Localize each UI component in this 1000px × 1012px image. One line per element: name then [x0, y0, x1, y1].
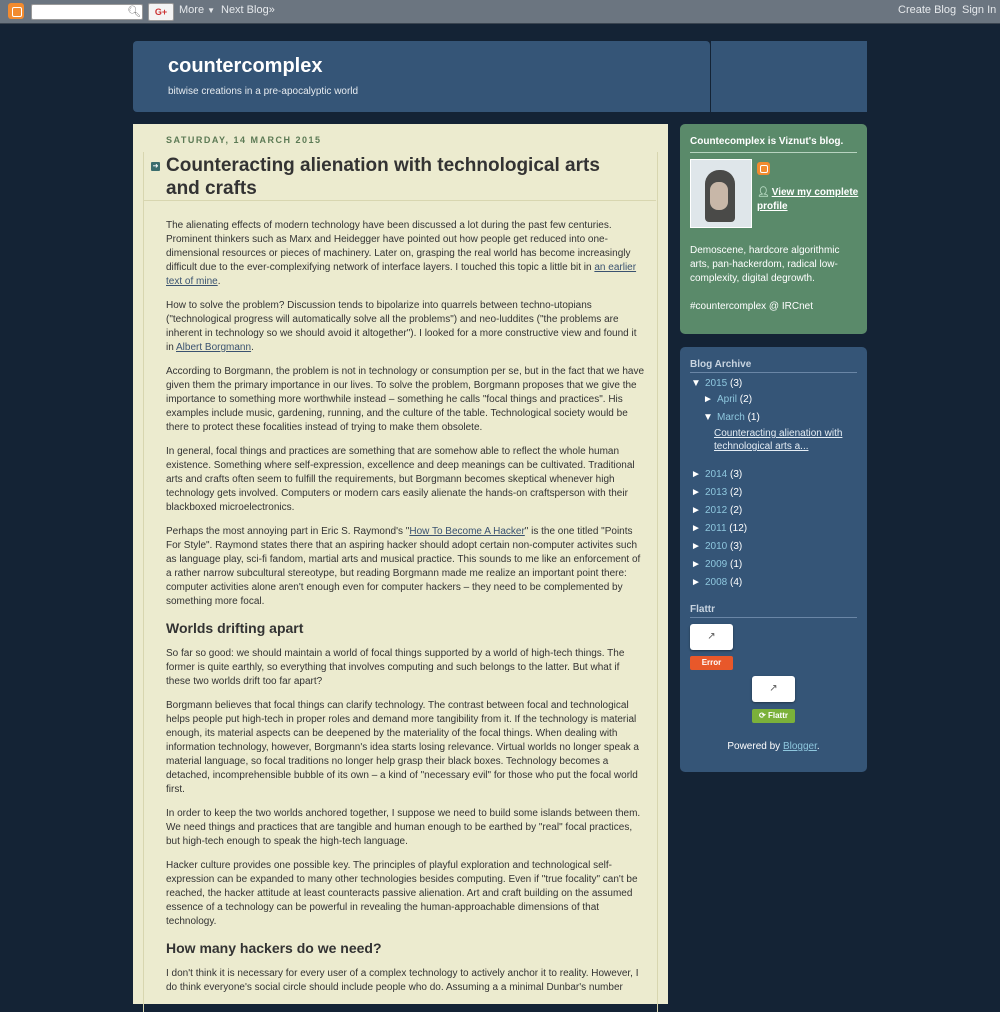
- expand-toggle-icon[interactable]: ►: [691, 523, 701, 534]
- widget-divider: [690, 152, 857, 153]
- archive-year-row[interactable]: ► 2013 (2): [691, 487, 743, 498]
- powered-by: Powered by Blogger.: [727, 741, 820, 752]
- archive-month-april[interactable]: ► April (2): [703, 394, 753, 405]
- blog-archive-widget: [680, 347, 867, 772]
- blog-description: bitwise creations in a pre-apocalyptic world: [168, 86, 359, 97]
- blog-title[interactable]: countercomplex: [168, 55, 323, 77]
- profile-irc: #countercomplex @ IRCnet: [690, 301, 813, 312]
- post-arrow-icon: ➜: [152, 163, 159, 170]
- post-date: SATURDAY, 14 MARCH 2015: [166, 135, 322, 145]
- person-icon: 👤︎: [757, 187, 770, 198]
- flattr-counter[interactable]: [752, 676, 795, 702]
- paragraph: Perhaps the most annoying part in Eric S. Raymond's "How To Become A Hacker" is the one titled "Points For Style". Raymond states there that an aspiring hacker should adopt certain non-computer activites such as language play, sci-fi fandom, martial arts and musical practice. This sounds to me like an enforcement of a rather narrow subcultural stereotype, but reading Borgmann made me realize an important point there: computer activities alone aren't enough even for computer hackers – they need to be complemented by something more focal.: [166, 526, 641, 607]
- paragraph: I don't think it is necessary for every user of a complex technology to actively anchor it to reality. However, I do think everyone's social circle should include people who do. Assuming a a minimal Dunbar's number: [166, 968, 639, 993]
- avatar[interactable]: [690, 159, 752, 228]
- sign-in-link[interactable]: Sign In: [962, 4, 997, 16]
- paragraph: The alienating effects of modern technology have been discussed a lot during the past few centuries. Prominent thinkers such as Marx and Heidegger have pointed out how people get reduced into one-dimensional resources or pieces of machinery. Later on, grasping the real world has become increasingly difficult due to the ever-complexifying network of interface layers. I touched this topic a little bit in an earlier text of mine.: [166, 220, 637, 287]
- paragraph: Hacker culture provides one possible key. The principles of playful exploration and technological self-expression can be expanded to many other technologies besides computing. Even if "true focality" can't be reached, the hacker attitude at least counteracts passive alienation. Art and craft building on the assumed essence of a technology can be powerful in revealing the human-approachable dimensions of that technology.: [166, 860, 638, 927]
- paragraph: In general, focal things and practices are something that are somehow able to reflect the whole human existence. Something where self-expression, excellence and deep meanings can be cultivated. Traditional arts and crafts often seem to fulfill the requirements, but Borgmann becomes skeptical whenever high technology gets involved. Computers or modern cars easily alienate the hands-on craftsperson with their blackboxed microelectronics.: [166, 446, 635, 513]
- archive-post-link[interactable]: Counteracting alienation with technological arts a...: [714, 428, 843, 452]
- profile-about: Demoscene, hardcore algorithmic arts, pan-hackerdom, radical low-complexity, digital degrowth.: [690, 245, 840, 284]
- how-to-become-a-hacker-link[interactable]: How To Become A Hacker: [409, 526, 525, 537]
- flattr-button[interactable]: ⟳ Flattr: [752, 709, 795, 723]
- expand-toggle-icon[interactable]: ►: [691, 541, 701, 552]
- paragraph: Borgmann believes that focal things can clarify technology. The contrast between focal and technological helps people put high-tech in proper roles and demand more tangibility from it. If the technology is material enough, its material aspects can be deepened by the materiality of the focal things. When dealing with information technology, however, Borgmann's idea starts losing relevance. Virtual worlds no longer speak a material language, so focal traditions no longer help grasp their black boxes. Technology becomes a detached, incomprehensible bubble of its own – a kind of "necessary evil" for those who put the focal world first.: [166, 700, 639, 795]
- profile-widget-title: Countecomplex is Viznut's blog.: [690, 136, 844, 147]
- paragraph: So far so good: we should maintain a world of focal things supported by a world of high-tech things. The former is quite earthly, so everything that involves computing and such belongs to the latter. But what if these two worlds drift too far apart?: [166, 648, 625, 687]
- paragraph: How to solve the problem? Discussion tends to bipolarize into quarrels between techno-utopians ("technological progress will automatically solve all the problems") and neo-luddites ("the problems are inherent in technology so we should avoid it altogether"). I looked for a more constructive view and found it in Albert Borgmann.: [166, 300, 637, 353]
- expand-toggle-icon[interactable]: ►: [691, 469, 701, 480]
- header-extension: [711, 41, 867, 112]
- expand-toggle-icon[interactable]: ►: [703, 394, 713, 405]
- section-heading: Worlds drifting apart: [166, 620, 304, 636]
- expand-toggle-icon[interactable]: ►: [691, 577, 701, 588]
- blogger-navbar: [0, 0, 1000, 24]
- next-blog-link[interactable]: Next Blog»: [221, 4, 275, 16]
- flattr-title: Flattr: [690, 604, 715, 615]
- archive-year-row[interactable]: ► 2014 (3): [691, 469, 743, 480]
- section-heading: How many hackers do we need?: [166, 940, 382, 956]
- blogger-link[interactable]: Blogger: [782, 741, 817, 752]
- archive-year-row[interactable]: ► 2009 (1): [691, 559, 743, 570]
- gplus-share-button[interactable]: G+: [148, 3, 174, 21]
- chevron-down-icon: ▼: [207, 6, 216, 15]
- blogger-logo-icon[interactable]: [8, 3, 24, 19]
- flattr-counter[interactable]: [690, 624, 733, 650]
- title-divider: [143, 200, 656, 201]
- albert-borgmann-link[interactable]: Albert Borgmann: [176, 342, 252, 353]
- post-title[interactable]: Counteracting alienation with technological arts and crafts: [166, 155, 600, 199]
- blogger-icon[interactable]: [757, 162, 770, 175]
- search-icon[interactable]: 🔍︎: [127, 6, 141, 18]
- blog-header: [133, 41, 710, 112]
- paragraph: In order to keep the two worlds anchored together, I suppose we need to build some islands between them. We need things and practices that are tangible and human enough to be earthed by "real" focal practices, but high-tech enough to speak the high-tech language.: [166, 808, 641, 847]
- paragraph: According to Borgmann, the problem is not in technology or consumption per se, but in the fact that we have given them the primary importance in our lives. To solve the problem, Borgmann proposes that we give the importance to something more worthwhile instead – something he calls "focal things and practices". His examples include music, gardening, running, and the culture of the table. Technological society would be there to protect these focalities instead of trying to make them obsolete.: [166, 366, 645, 433]
- avatar-face: [710, 182, 728, 210]
- flattr-icon: ⟳: [759, 711, 766, 720]
- flattr-error-button[interactable]: Error: [690, 656, 733, 670]
- collapse-toggle-icon[interactable]: ▼: [691, 378, 701, 389]
- archive-year-row[interactable]: ► 2008 (4): [691, 577, 743, 588]
- archive-year-row[interactable]: ► 2011 (12): [691, 523, 748, 534]
- external-link-icon: ↗: [769, 683, 778, 694]
- view-profile-link[interactable]: 👤︎ View my complete profile: [757, 187, 859, 212]
- archive-year-2015[interactable]: ▼ 2015 (3): [691, 378, 743, 389]
- expand-toggle-icon[interactable]: ►: [691, 559, 701, 570]
- main-column: [133, 124, 668, 1004]
- external-link-icon: ↗: [707, 631, 716, 642]
- more-menu-button[interactable]: More ▼: [179, 4, 216, 16]
- archive-month-march[interactable]: ▼ March (1): [703, 412, 760, 423]
- widget-divider: [690, 372, 857, 373]
- post-body: [166, 219, 646, 1005]
- expand-toggle-icon[interactable]: ►: [691, 505, 701, 516]
- create-blog-link[interactable]: Create Blog: [898, 4, 957, 16]
- collapse-toggle-icon[interactable]: ▼: [703, 412, 713, 423]
- widget-divider: [690, 617, 857, 618]
- archive-year-row[interactable]: ► 2012 (2): [691, 505, 743, 516]
- profile-widget: [680, 124, 867, 334]
- archive-title: Blog Archive: [690, 359, 752, 370]
- expand-toggle-icon[interactable]: ►: [691, 487, 701, 498]
- earlier-text-link[interactable]: an earlier text of mine: [166, 262, 637, 287]
- archive-year-row[interactable]: ► 2010 (3): [691, 541, 743, 552]
